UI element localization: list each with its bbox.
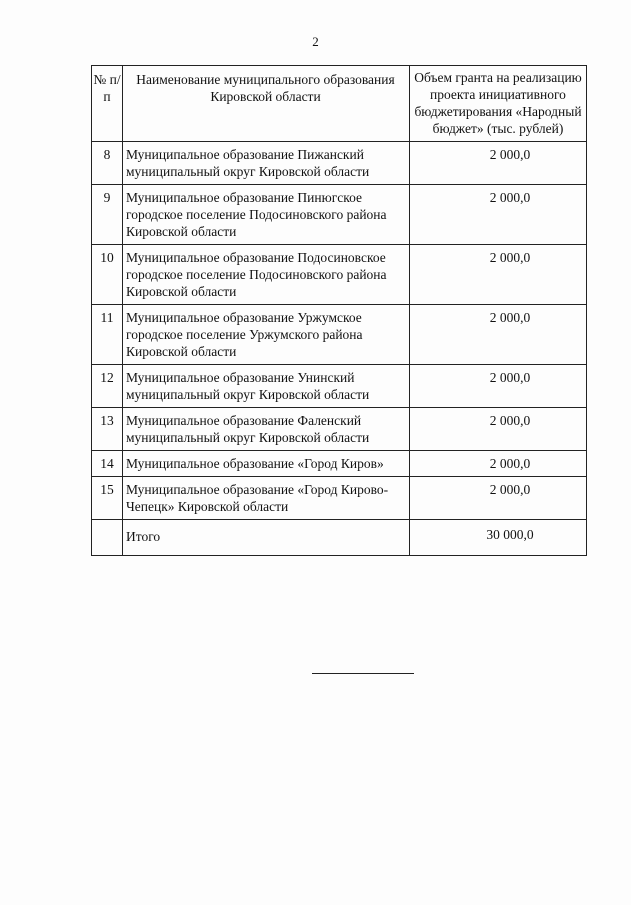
row-number: 12 xyxy=(92,365,123,408)
row-municipality-name: Муниципальное образование «Город Киров» xyxy=(123,451,410,477)
total-amount: 30 000,0 xyxy=(486,527,534,542)
row-number: 15 xyxy=(92,477,123,520)
total-label: Итого xyxy=(123,520,410,556)
row-grant-amount xyxy=(410,408,587,451)
row-municipality-name: Муниципальное образование Унинский муниципальный округ Кировской области xyxy=(123,365,410,408)
header-grant-amount: Объем гранта на реализацию проекта инициативного бюджетирования «Народный бюджет» (тыс. рублей) xyxy=(410,66,587,142)
row-grant-amount xyxy=(410,142,587,185)
row-number: 13 xyxy=(92,408,123,451)
table-header-row xyxy=(92,66,587,142)
amount-value: 2 000,0 xyxy=(489,482,531,497)
header-municipality-name: Наименование муниципального образования Кировской области xyxy=(123,66,410,142)
amount-value: 2 000,0 xyxy=(489,370,531,385)
table-row xyxy=(92,142,587,185)
amount-value: 2 000,0 xyxy=(489,310,531,325)
amount-value: 2 000,0 xyxy=(489,250,531,265)
row-number: 10 xyxy=(92,245,123,305)
row-municipality-name: Муниципальное образование Фаленский муниципальный округ Кировской области xyxy=(123,408,410,451)
amount-value: 2 000,0 xyxy=(489,147,531,162)
table-total-row xyxy=(92,520,587,556)
total-amount-cell xyxy=(410,520,587,556)
row-grant-amount xyxy=(410,185,587,245)
amount-value: 2 000,0 xyxy=(489,413,531,428)
row-grant-amount xyxy=(410,305,587,365)
table-row xyxy=(92,365,587,408)
row-number: 8 xyxy=(92,142,123,185)
row-number: 11 xyxy=(92,305,123,365)
row-number: 9 xyxy=(92,185,123,245)
closing-line xyxy=(312,673,414,674)
row-grant-amount xyxy=(410,477,587,520)
row-municipality-name: Муниципальное образование Пинюгское городское поселение Подосиновского района Кировской области xyxy=(123,185,410,245)
table-row xyxy=(92,305,587,365)
row-municipality-name: Муниципальное образование Подосиновское городское поселение Подосиновского района Кировской области xyxy=(123,245,410,305)
row-grant-amount xyxy=(410,245,587,305)
total-number-cell xyxy=(92,520,123,556)
header-number: № п/п xyxy=(92,66,123,142)
row-grant-amount xyxy=(410,365,587,408)
row-grant-amount xyxy=(410,451,587,477)
table-row xyxy=(92,477,587,520)
page-number: 2 xyxy=(312,34,319,49)
table-row xyxy=(92,185,587,245)
row-municipality-name: Муниципальное образование «Город Кирово-Чепецк» Кировской области xyxy=(123,477,410,520)
row-municipality-name: Муниципальное образование Пижанский муниципальный округ Кировской области xyxy=(123,142,410,185)
row-number: 14 xyxy=(92,451,123,477)
row-municipality-name: Муниципальное образование Уржумское городское поселение Уржумского района Кировской области xyxy=(123,305,410,365)
table-row xyxy=(92,408,587,451)
table-row xyxy=(92,245,587,305)
table-row xyxy=(92,451,587,477)
amount-value: 2 000,0 xyxy=(489,456,531,471)
amount-value: 2 000,0 xyxy=(489,190,531,205)
grant-table xyxy=(91,65,587,556)
